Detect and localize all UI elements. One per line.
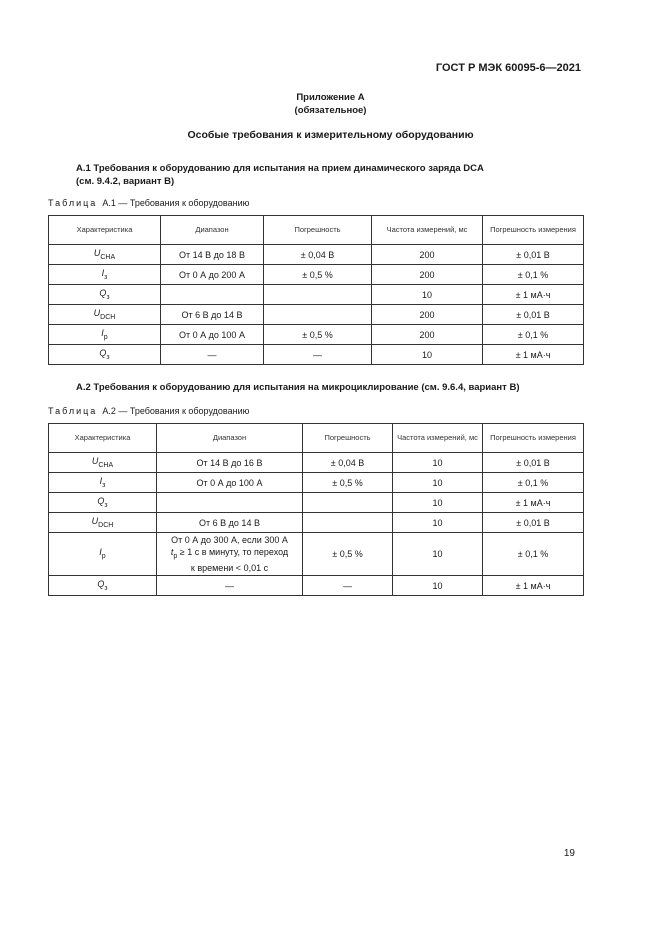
table-a2-col-measurement-error: Погрешность измерения [483,424,584,453]
characteristic-cell: $I_з$ [49,473,157,493]
table-row [49,473,584,493]
frequency-cell: 10 [393,533,483,576]
table-a2-caption-text: А.2 — Требования к оборудованию [102,406,250,416]
measurement-error-cell: ± 0,01 В [483,305,584,325]
frequency-cell: 10 [393,473,483,493]
range-line-1: От 0 А до 300 А, если 300 А [171,534,288,545]
frequency-cell: 200 [372,265,483,285]
annex-title: Приложение А [296,92,365,103]
table-row [49,576,584,596]
page-number: 19 [563,848,575,859]
section-a1-line1: А.1 Требования к оборудованию для испытания на прием динамического заряда DCA [76,163,484,174]
accuracy-cell [303,493,393,513]
section-a1-line2: (см. 9.4.2, вариант В) [76,176,175,187]
range-cell: От 6 В до 14 В [161,305,264,325]
characteristic-cell: $Q_з$ [49,285,161,305]
characteristic-cell: $Q_з$ [49,493,157,513]
table-row [49,265,584,285]
table-row [49,305,584,325]
characteristic-cell: $U_{DCH}$ [49,305,161,325]
table-a2-col-accuracy: Погрешность [303,424,393,453]
accuracy-cell [303,513,393,533]
accuracy-cell: ± 0,5 % [303,533,393,576]
table-a1-col-measurement-error: Погрешность измерения [483,216,584,245]
frequency-cell: 10 [372,285,483,305]
measurement-error-cell: ± 0,1 % [483,473,584,493]
range-cell: — [157,576,303,596]
table-row [49,493,584,513]
table-a2-col-range: Диапазон [157,424,303,453]
range-cell: — [161,345,264,365]
frequency-cell: 200 [372,305,483,325]
table-a2-col-frequency: Частота измерений, мс [393,424,483,453]
characteristic-cell: $I_з$ [49,265,161,285]
measurement-error-cell: ± 1 мА·ч [483,493,584,513]
range-line-2: $t_р \ge 1$ с в минуту, то переход [170,546,289,560]
measurement-error-cell: ± 0,01 В [483,245,584,265]
table-a2-caption-prefix: Таблица [48,406,98,416]
table-row [49,345,584,365]
table-a1-caption-prefix: Таблица [48,198,98,208]
range-cell: От 0 А до 100 А [157,473,303,493]
frequency-cell: 10 [393,576,483,596]
characteristic-cell: $I_р$ [49,533,157,576]
characteristic-cell: $Q_з$ [49,576,157,596]
accuracy-cell: ± 0,5 % [303,473,393,493]
measurement-error-cell: ± 0,01 В [483,453,584,473]
table-a2 [48,423,584,596]
table-a1-caption [48,198,249,208]
measurement-error-cell: ± 1 мА·ч [483,285,584,305]
annex-status: (обязательное) [294,105,367,116]
accuracy-cell [264,285,372,305]
accuracy-cell: ± 0,04 В [303,453,393,473]
table-row [49,285,584,305]
table-a1-col-range: Диапазон [161,216,264,245]
table-a1-col-frequency: Частота измерений, мс [372,216,483,245]
table-a2-col-characteristic: Характеристика [49,424,157,453]
frequency-cell: 10 [393,493,483,513]
table-row [49,325,584,345]
table-row [49,245,584,265]
frequency-cell: 10 [393,453,483,473]
table-a1-col-characteristic: Характеристика [49,216,161,245]
measurement-error-cell: ± 0,1 % [483,265,584,285]
range-cell: От 0 А до 200 А [161,265,264,285]
measurement-error-cell: ± 0,1 % [483,325,584,345]
annex-heading: Особые требования к измерительному оборудованию [187,129,474,141]
accuracy-cell: — [264,345,372,365]
frequency-cell: 10 [393,513,483,533]
table-a2-header [49,424,584,453]
section-a1-heading [76,162,484,188]
table-row [49,513,584,533]
frequency-cell: 10 [372,345,483,365]
measurement-error-cell: ± 0,1 % [483,533,584,576]
section-a2-heading: А.2 Требования к оборудованию для испытания на микроциклирование (см. 9.6.4, вариант В) [76,382,520,393]
range-cell: От 14 В до 16 В [157,453,303,473]
measurement-error-cell: ± 1 мА·ч [483,345,584,365]
table-a1-col-accuracy: Погрешность [264,216,372,245]
accuracy-cell: ± 0,04 В [264,245,372,265]
range-cell: От 6 В до 14 В [157,513,303,533]
table-row [49,453,584,473]
characteristic-cell: $Q_з$ [49,345,161,365]
characteristic-cell: $I_р$ [49,325,161,345]
frequency-cell: 200 [372,325,483,345]
range-line-3: к времени < 0,01 с [190,563,269,574]
standard-header: ГОСТ Р МЭК 60095-6—2021 [435,62,581,74]
range-cell: От 0 А до 100 А [161,325,264,345]
measurement-error-cell: ± 0,01 В [483,513,584,533]
accuracy-cell [264,305,372,325]
range-cell [157,533,303,576]
range-cell [157,493,303,513]
range-cell: От 14 В до 18 В [161,245,264,265]
accuracy-cell: ± 0,5 % [264,325,372,345]
table-row [49,533,584,576]
characteristic-cell: $U_{CHA}$ [49,453,157,473]
accuracy-cell: ± 0,5 % [264,265,372,285]
table-a1 [48,215,584,365]
table-a2-caption [48,406,249,416]
table-a1-header [49,216,584,245]
frequency-cell: 200 [372,245,483,265]
range-cell [161,285,264,305]
accuracy-cell: — [303,576,393,596]
table-a1-caption-text: А.1 — Требования к оборудованию [102,198,250,208]
measurement-error-cell: ± 1 мА·ч [483,576,584,596]
characteristic-cell: $U_{DCH}$ [49,513,157,533]
characteristic-cell: $U_{CHA}$ [49,245,161,265]
